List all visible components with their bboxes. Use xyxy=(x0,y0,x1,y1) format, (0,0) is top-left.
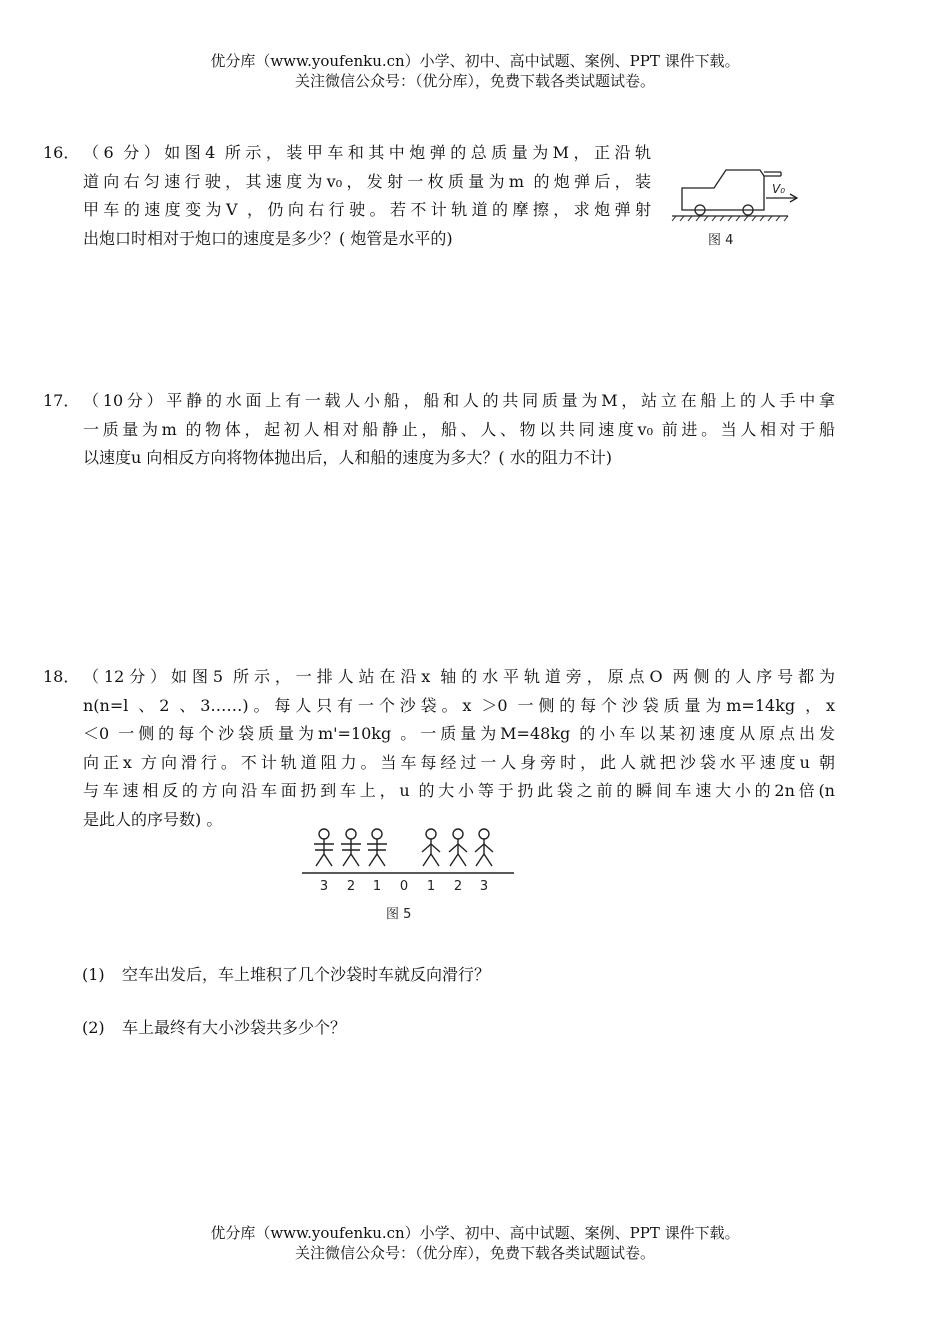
figure-5-axis xyxy=(298,822,520,926)
tick-label: 2 xyxy=(453,879,463,894)
header-line-1: 优分库（www.youfenku.cn）小学、初中、高中试题、案例、PPT 课件下载。 xyxy=(210,52,740,70)
question-text-line: 道向右匀速行驶，其速度为v₀，发射一枚质量为m 的炮弹后，装 xyxy=(83,171,651,191)
subquestion-label: (2) xyxy=(82,1018,105,1037)
axis-tick-labels xyxy=(320,879,488,894)
question-text-line: 一质量为m 的物体，起初人相对船静止，船、人、物以共同速度v₀ 前进。当人相对于船 xyxy=(83,419,835,439)
ground-hatching xyxy=(672,216,788,221)
question-16 xyxy=(43,139,651,253)
question-text-line: n(n=l 、2 、3……)。每人只有一个沙袋。x ＞0 一侧的每个沙袋质量为m=14kg ，x xyxy=(83,695,835,715)
question-text-line: 出炮口时相对于炮口的速度是多少？( 炮管是水平的) xyxy=(83,228,453,248)
tick-label: 0 xyxy=(399,879,409,894)
velocity-label: V₀ xyxy=(772,182,786,196)
page-footer xyxy=(0,1223,950,1263)
subquestion-1 xyxy=(82,963,490,987)
question-18 xyxy=(43,663,835,834)
question-text-line: （10分）平静的水面上有一载人小船，船和人的共同质量为M，站立在船上的人手中拿 xyxy=(83,391,835,410)
question-text-line: （6 分）如图4 所示，装甲车和其中炮弹的总质量为M，正沿轨 xyxy=(83,143,651,162)
question-text-line: 甲车的速度变为V ，仍向右行驶。若不计轨道的摩擦，求炮弹射 xyxy=(83,200,651,219)
figure-caption: 图 5 xyxy=(386,907,412,922)
tick-label: 1 xyxy=(372,879,382,894)
person-left-2 xyxy=(341,829,361,866)
subquestion-2 xyxy=(82,1016,346,1040)
tick-label: 3 xyxy=(319,879,329,894)
people-right-side xyxy=(422,829,493,866)
header-line-2: 关注微信公众号：（优分库），免费下载各类试题试卷。 xyxy=(294,72,655,90)
tick-label: 2 xyxy=(346,879,356,894)
page-header xyxy=(0,51,950,91)
question-text-line: 以速度u 向相反方向将物体抛出后，人和船的速度为多大？( 水的阻力不计) xyxy=(83,448,612,467)
question-text-line: （12分）如图5 所示，一排人站在沿x 轴的水平轨道旁，原点O 两侧的人序号都为 xyxy=(83,667,835,686)
person-right-1 xyxy=(422,829,440,866)
tank-hull xyxy=(682,170,764,210)
question-text-line: ＜0 一侧的每个沙袋质量为m'=10kg 。一质量为M=48kg 的小车以某初速度从原点出发 xyxy=(83,724,835,743)
question-number: 18． xyxy=(43,667,80,686)
person-left-1 xyxy=(367,829,387,866)
figure-caption: 图 4 xyxy=(708,233,734,248)
figure-4-tank xyxy=(668,150,808,254)
person-right-2 xyxy=(449,829,467,866)
person-left-3 xyxy=(314,829,334,866)
question-text-line: 是此人的序号数) 。 xyxy=(83,809,223,829)
question-text-line: 与车速相反的方向沿车面扔到车上，u 的大小等于扔此袋之前的瞬间车速大小的2n倍(n xyxy=(83,781,835,800)
question-number: 17． xyxy=(43,391,80,410)
question-number: 16． xyxy=(43,143,80,162)
tick-label: 3 xyxy=(479,879,489,894)
footer-line-2: 关注微信公众号：（优分库），免费下载各类试题试卷。 xyxy=(294,1244,655,1262)
people-left-side xyxy=(314,829,387,866)
footer-line-1: 优分库（www.youfenku.cn）小学、初中、高中试题、案例、PPT 课件下载。 xyxy=(210,1224,740,1242)
question-text-line: 向正x 方向滑行。不计轨道阻力。当车每经过一人身旁时，此人就把沙袋水平速度u 朝 xyxy=(83,752,835,772)
tick-label: 1 xyxy=(426,879,436,894)
subquestion-label: (1) xyxy=(82,965,105,984)
subquestion-text: 空车出发后，车上堆积了几个沙袋时车就反向滑行？ xyxy=(122,965,491,984)
person-right-3 xyxy=(475,829,493,866)
question-17 xyxy=(43,387,835,473)
subquestion-text: 车上最终有大小沙袋共多少个？ xyxy=(122,1018,347,1037)
